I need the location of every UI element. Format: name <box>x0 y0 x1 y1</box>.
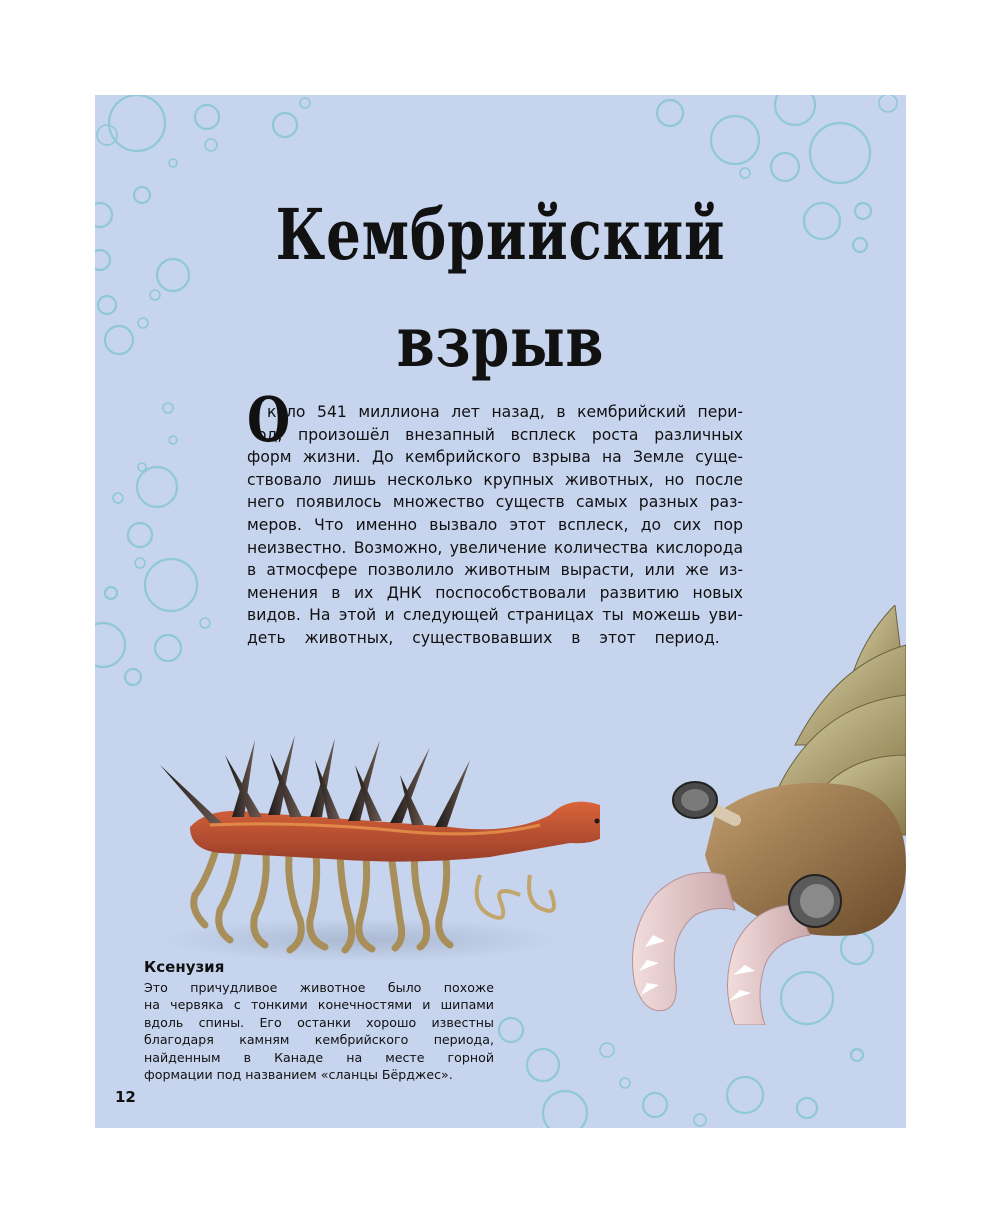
xenusia-illustration <box>150 735 600 965</box>
caption-line: Это причудливое животное было похоже <box>144 980 494 995</box>
page-title-line-2: взрыв <box>396 300 605 383</box>
intro-line: коло 541 миллиона лет назад, в кембрийский пери- <box>267 403 743 421</box>
intro-line: форм жизни. До кембрийского взрыва на Земле суще- <box>247 448 743 467</box>
intro-line: менения в их ДНК поспособствовали развитию новых <box>247 583 743 602</box>
caption-text <box>144 979 494 1083</box>
intro-line: в атмосфере позволило животным вырасти, или же из- <box>247 561 743 580</box>
intro-line: него появилось множество существ самых разных раз- <box>247 493 743 512</box>
anomalocaris-illustration <box>595 605 906 1025</box>
intro-line: од, произошёл внезапный всплеск роста различных <box>257 425 743 444</box>
intro-line: меров. Что именно вызвало этот всплеск, до сих пор <box>247 515 743 534</box>
caption-line: на червяка с тонкими конечностями и шипами <box>144 997 494 1013</box>
intro-line: деть животных, существовавших в этот период. <box>247 628 720 647</box>
caption-line: вдоль спины. Его останки хорошо известны <box>144 1014 494 1030</box>
intro-line: неизвестно. Возможно, увеличение количества кислорода <box>247 538 743 557</box>
caption-line: благодаря камням кембрийского периода, <box>144 1032 494 1048</box>
page-number: 12 <box>115 1088 136 1106</box>
intro-line: ствовало лишь несколько крупных животных, но после <box>247 470 743 489</box>
intro-line: видов. На этой и следующей страницах ты можешь уви- <box>247 606 743 625</box>
page-area <box>95 95 906 1128</box>
caption-line: найденным в Канаде на месте горной <box>144 1049 494 1065</box>
caption-title: Ксенузия <box>144 958 225 976</box>
page-title-line-1: Кембрийский <box>275 193 726 276</box>
caption-line: формации под названием «сланцы Бёрджес». <box>144 1066 453 1082</box>
intro-dropcap: О <box>247 383 291 456</box>
